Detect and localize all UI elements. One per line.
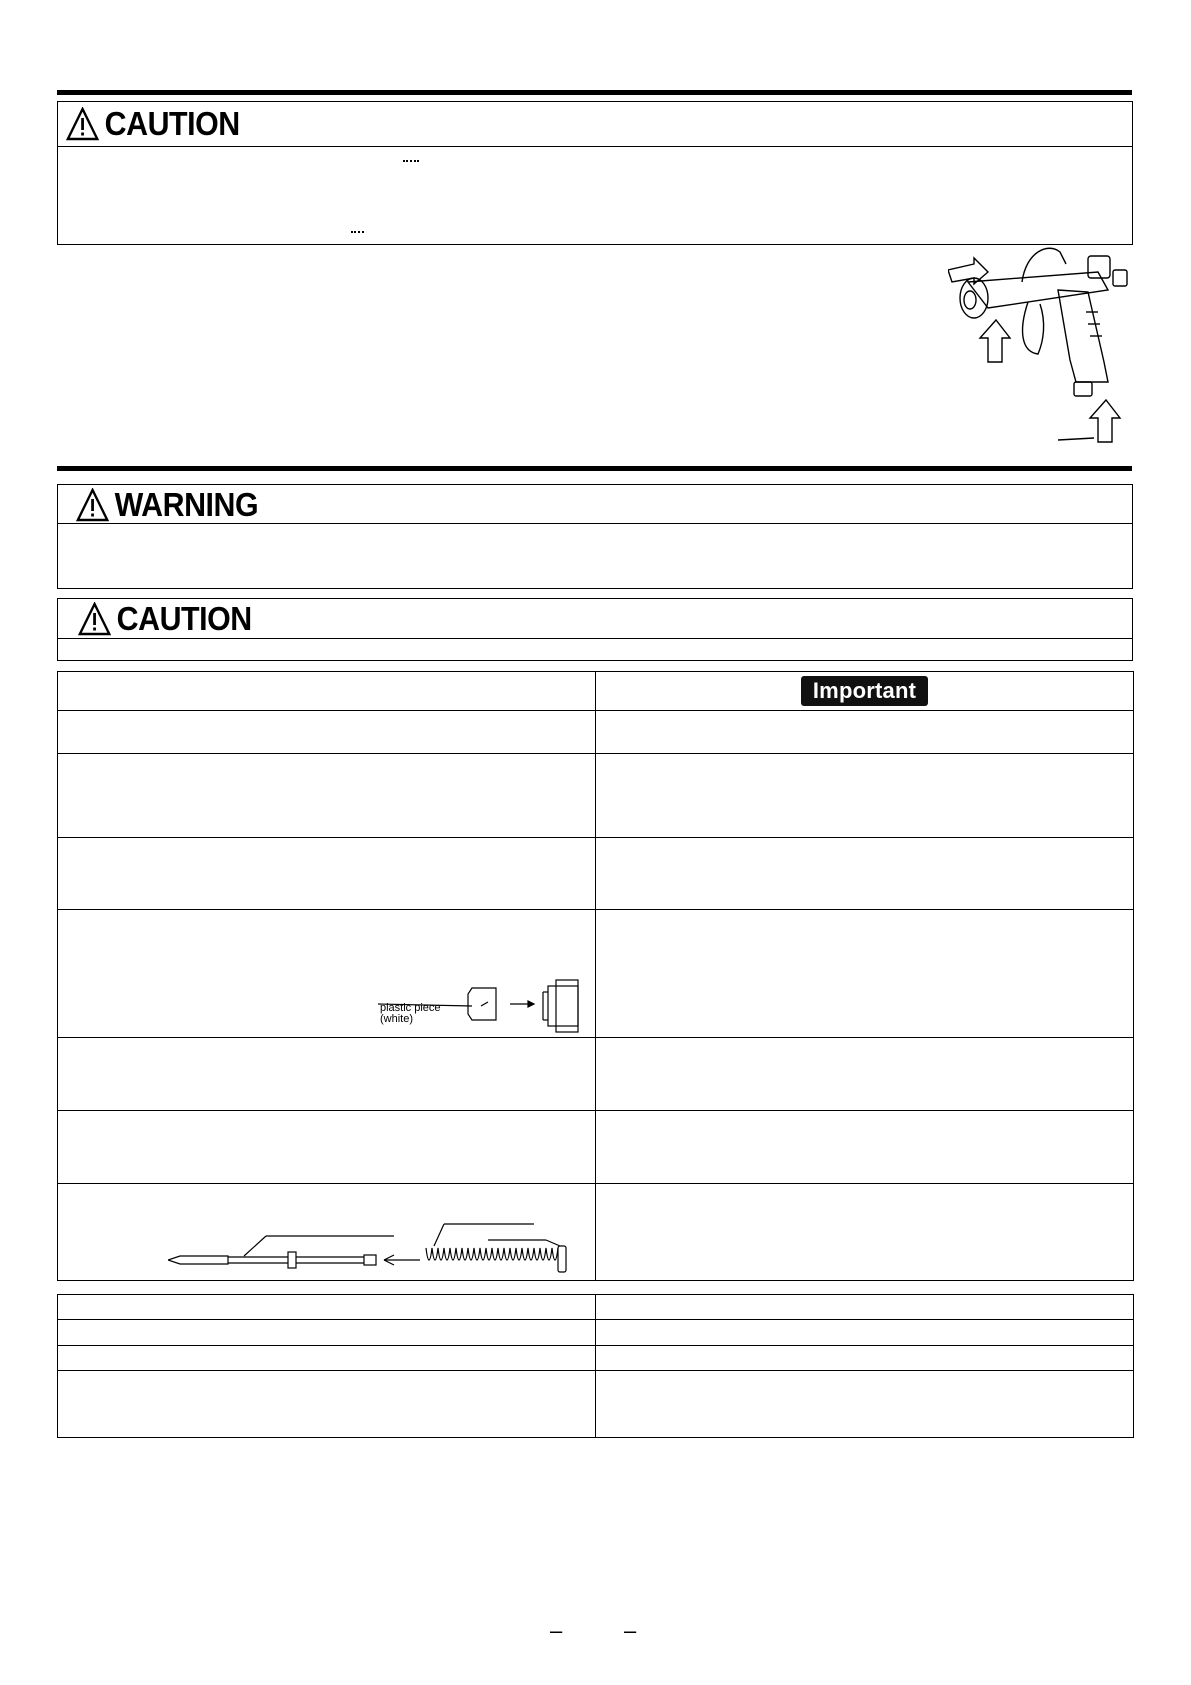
caution-sign (66, 105, 240, 143)
text-fragment-mark (403, 160, 419, 164)
table-row (58, 910, 1134, 1038)
warning-sign (76, 486, 258, 524)
table-row (58, 1111, 1134, 1184)
caution-title: CAUTION (116, 600, 252, 637)
section-divider-mid (57, 466, 1132, 471)
warning-box (57, 484, 1133, 589)
table-cell-with-figure (58, 910, 596, 1038)
warning-title: WARNING (114, 486, 259, 523)
needle-spring-diagram (168, 1222, 596, 1280)
caution-box-top (57, 101, 1133, 245)
important-badge: Important (801, 676, 928, 706)
table-row (58, 754, 1134, 838)
table-cell-with-figure (58, 1184, 596, 1281)
section-divider-top (57, 90, 1132, 95)
table-row (58, 838, 1134, 910)
table-row (58, 1320, 1134, 1346)
table-row (58, 1184, 1134, 1281)
caution-title: CAUTION (104, 105, 240, 142)
text-fragment-mark (351, 231, 364, 235)
plastic-piece-color: (white) (380, 1013, 414, 1025)
warning-triangle-icon (76, 488, 109, 522)
table-row (58, 1038, 1134, 1111)
caution-header (58, 599, 1132, 639)
table-header-cell (58, 672, 596, 711)
table-row (58, 1371, 1134, 1438)
spray-gun-illustration (948, 242, 1138, 452)
caution-header (58, 102, 1132, 147)
caution-sign (78, 600, 252, 638)
secondary-table (57, 1294, 1134, 1438)
page-footer-dash-left: – (550, 1618, 563, 1643)
table-header-row (58, 672, 1134, 711)
table-header-row (58, 1295, 1134, 1320)
page-footer-dash-right: – (624, 1618, 637, 1643)
caution-box-mid (57, 598, 1133, 661)
table-header-cell (596, 672, 1134, 711)
warning-triangle-icon (66, 107, 99, 141)
warning-triangle-icon (78, 602, 111, 636)
plastic-piece-label: plastic piece (380, 1002, 441, 1014)
table-row (58, 1346, 1134, 1371)
maintenance-table (57, 671, 1134, 1281)
table-row (58, 711, 1134, 754)
warning-header (58, 485, 1132, 524)
